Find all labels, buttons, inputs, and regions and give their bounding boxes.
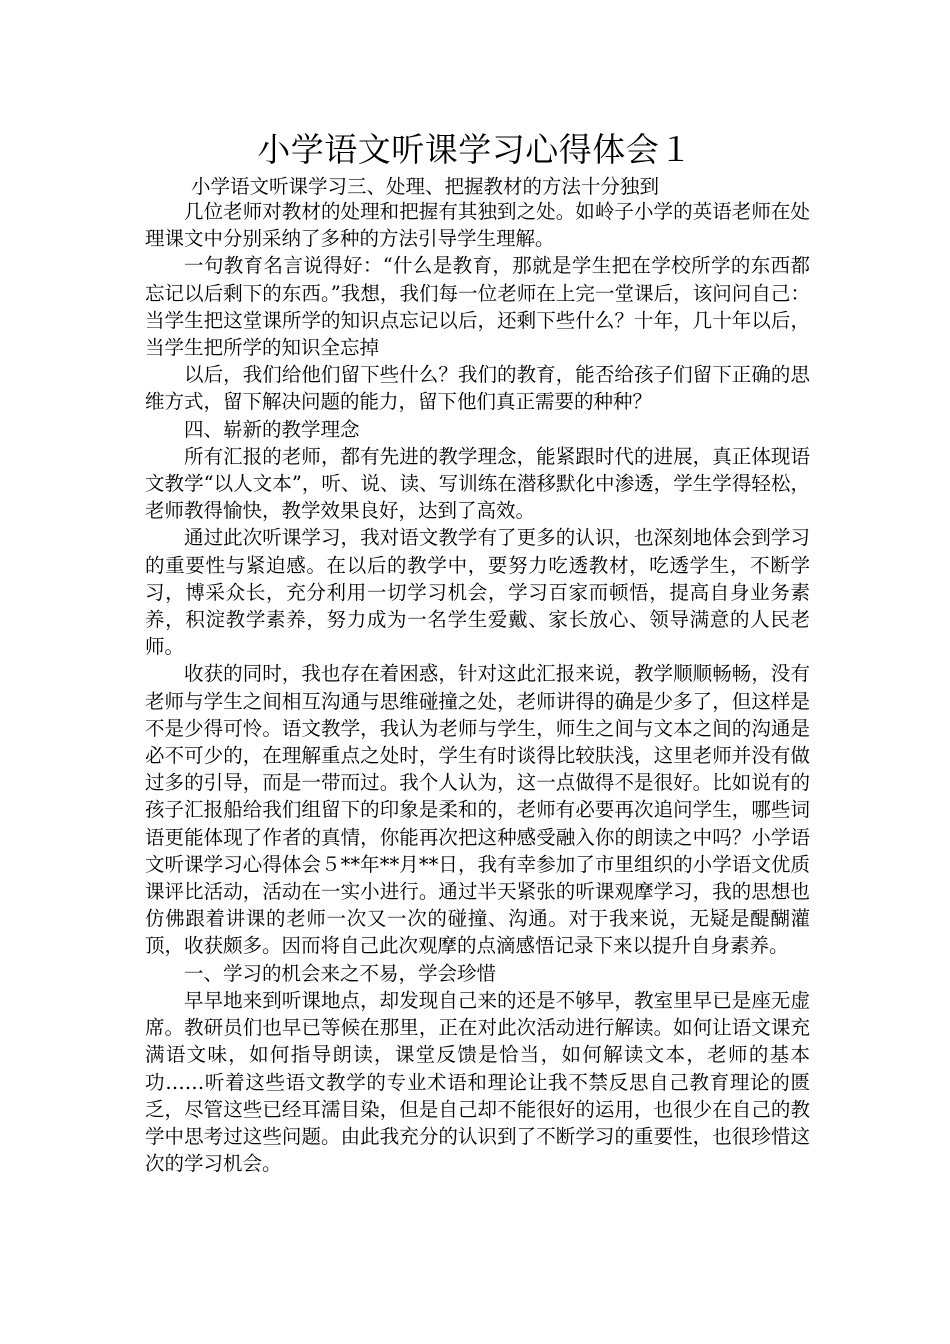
section-heading: 一、学习的机会来之不易，学会珍惜: [184, 961, 497, 985]
document-body: [145, 198, 810, 1177]
paragraph: 早早地来到听课地点，却发现自己来的还是不够早，教室里早已是座无虚席。教研员们也早已等候在那里，正在对此次活动进行解读。如何让语文课充满语文味，如何指导朗读，课堂反馈是恰当，如何解读文本，老师的基本功……听着这些语文教学的专业术语和理论让我不禁反思自己教育理论的匮乏，尽管这些已经耳濡目染，但是自己却不能很好的运用，也很少在自己的教学中思考过这些问题。由此我充分的认识到了不断学习的重要性，也很珍惜这次的学习机会。: [145, 988, 810, 1176]
section-heading: 四、崭新的教学理念: [184, 417, 360, 441]
paragraph: 一句教育名言说得好：“什么是教育，那就是学生把在学校所学的东西都忘记以后剩下的东西。”我想，我们每一位老师在上完一堂课后，该问问自己：当学生把这堂课所学的知识点忘记以后，还剩下些什么？十年，几十年以后，当学生把所学的知识全忘掉: [145, 254, 810, 360]
document-title: 小学语文听课学习心得体会１: [257, 130, 693, 169]
paragraph: 通过此次听课学习，我对语文教学有了更多的认识，也深刻地体会到学习的重要性与紧迫感。在以后的教学中，要努力吃透教材，吃透学生，不断学习，博采众长，充分利用一切学习机会，学习百家而顿悟，提高自身业务素养，积淀教学素养，努力成为一名学生爱戴、家长放心、领导满意的人民老师。: [145, 526, 810, 659]
paragraph: 收获的同时，我也存在着困惑，针对这此汇报来说，教学顺顺畅畅，没有老师与学生之间相互沟通与思维碰撞之处，老师讲得的确是少多了，但这样是不是少得可怜。语文教学，我认为老师与学生，师生之间与文本之间的沟通是必不可少的，在理解重点之处时，学生有时谈得比较肤浅，这里老师并没有做过多的引导，而是一带而过。我个人认为，这一点做得不是很好。比如说有的孩子汇报船给我们组留下的印象是柔和的，老师有必要再次追问学生，哪些词语更能体现了作者的真情，你能再次把这种感受融入你的朗读之中吗？小学语文听课学习心得体会５**年**月**日，我有幸参加了市里组织的小学语文优质课评比活动，活动在一实小进行。通过半天紧张的听课观摩学习，我的思想也仿佛跟着讲课的老师一次又一次的碰撞、沟通。对于我来说，无疑是醍醐灌顶，收获颇多。因而将自己此次观摩的点滴感悟记录下来以提升自身素养。: [145, 662, 810, 958]
paragraph: 几位老师对教材的处理和把握有其独到之处。如岭子小学的英语老师在处理课文中分别采纳了多种的方法引导学生理解。: [145, 200, 810, 251]
paragraph: 以后，我们给他们留下些什么？我们的教育，能否给孩子们留下正确的思维方式，留下解决问题的能力，留下他们真正需要的种种？: [145, 363, 810, 414]
paragraph: 所有汇报的老师，都有先进的教学理念，能紧跟时代的进展，真正体现语文教学“以人文本”，听、说、读、写训练在潜移默化中渗透，学生学得轻松，老师教得愉快，教学效果良好，达到了高效。: [145, 444, 810, 523]
document-subtitle: 小学语文听课学习三、处理、把握教材的方法十分独到: [191, 175, 660, 198]
